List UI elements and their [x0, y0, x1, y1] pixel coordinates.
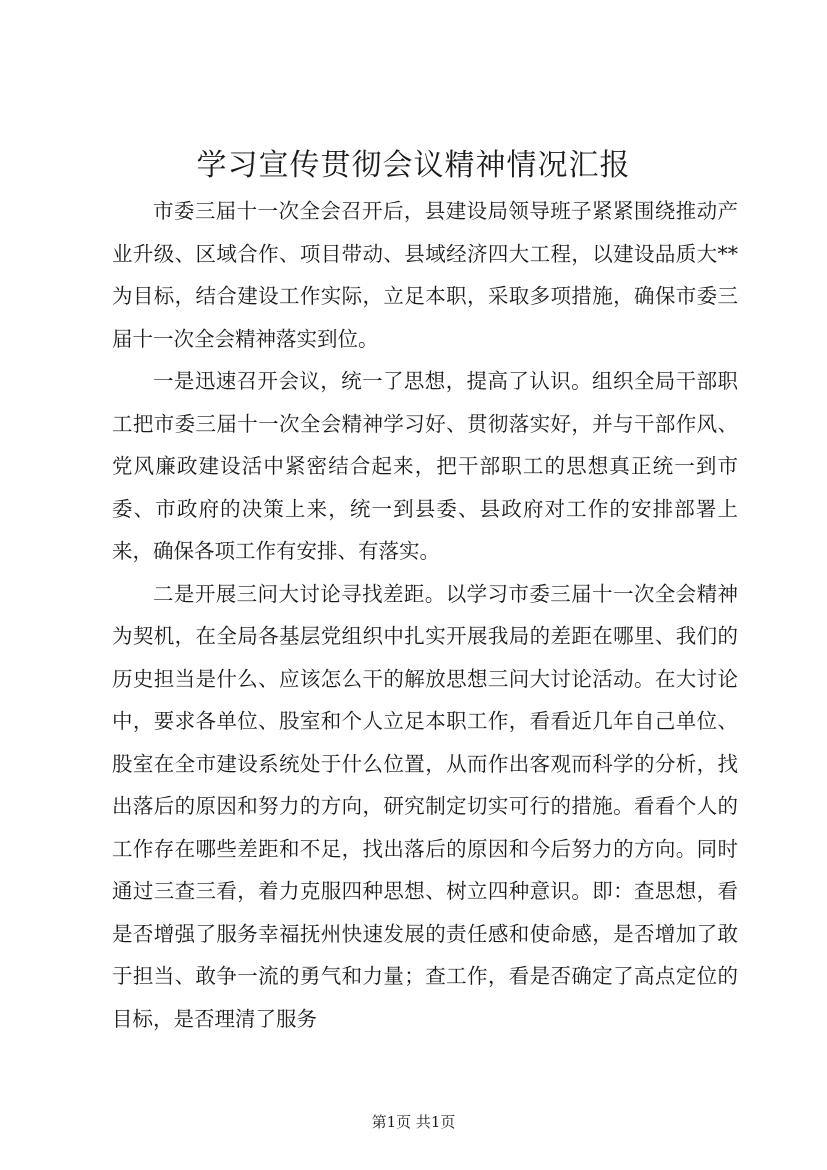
document-body	[112, 190, 738, 1040]
document-title: 学习宣传贯彻会议精神情况汇报	[196, 148, 631, 183]
paragraph-intro: 市委三届十一次全会召开后，县建设局领导班子紧紧围绕推动产业升级、区域合作、项目带动、县域经济四大工程，以建设品质大**为目标，结合建设工作实际，立足本职，采取多项措施，确保市委三届十一次全会精神落实到位。	[112, 199, 738, 351]
paragraph-point-one: 一是迅速召开会议，统一了思想，提高了认识。组织全局干部职工把市委三届十一次全会精神学习好、贯彻落实好，并与干部作风、党风廉政建设活中紧密结合起来，把干部职工的思想真正统一到市委、市政府的决策上来，统一到县委、县政府对工作的安排部署上来，确保各项工作有安排、有落实。	[112, 369, 738, 563]
page-number-footer: 第1页 共1页	[371, 1113, 456, 1131]
paragraph-point-two: 二是开展三问大讨论寻找差距。以学习市委三届十一次全会精神为契机，在全局各基层党组织中扎实开展我局的差距在哪里、我们的历史担当是什么、应该怎么干的解放思想三问大讨论活动。在大讨论中，要求各单位、股室和个人立足本职工作，看看近几年自己单位、股室在全市建设系统处于什么位置，从而作出客观而科学的分析，找出落后的原因和努力的方向，研究制定切实可行的措施。看看个人的工作存在哪些差距和不足，找出落后的原因和今后努力的方向。同时通过三查三看，着力克服四种思想、树立四种意识。即：查思想，看是否增强了服务幸福抚州快速发展的责任感和使命感，是否增加了敢于担当、敢争一流的勇气和力量；查工作，看是否确定了高点定位的目标，是否理清了服务	[112, 581, 738, 1031]
